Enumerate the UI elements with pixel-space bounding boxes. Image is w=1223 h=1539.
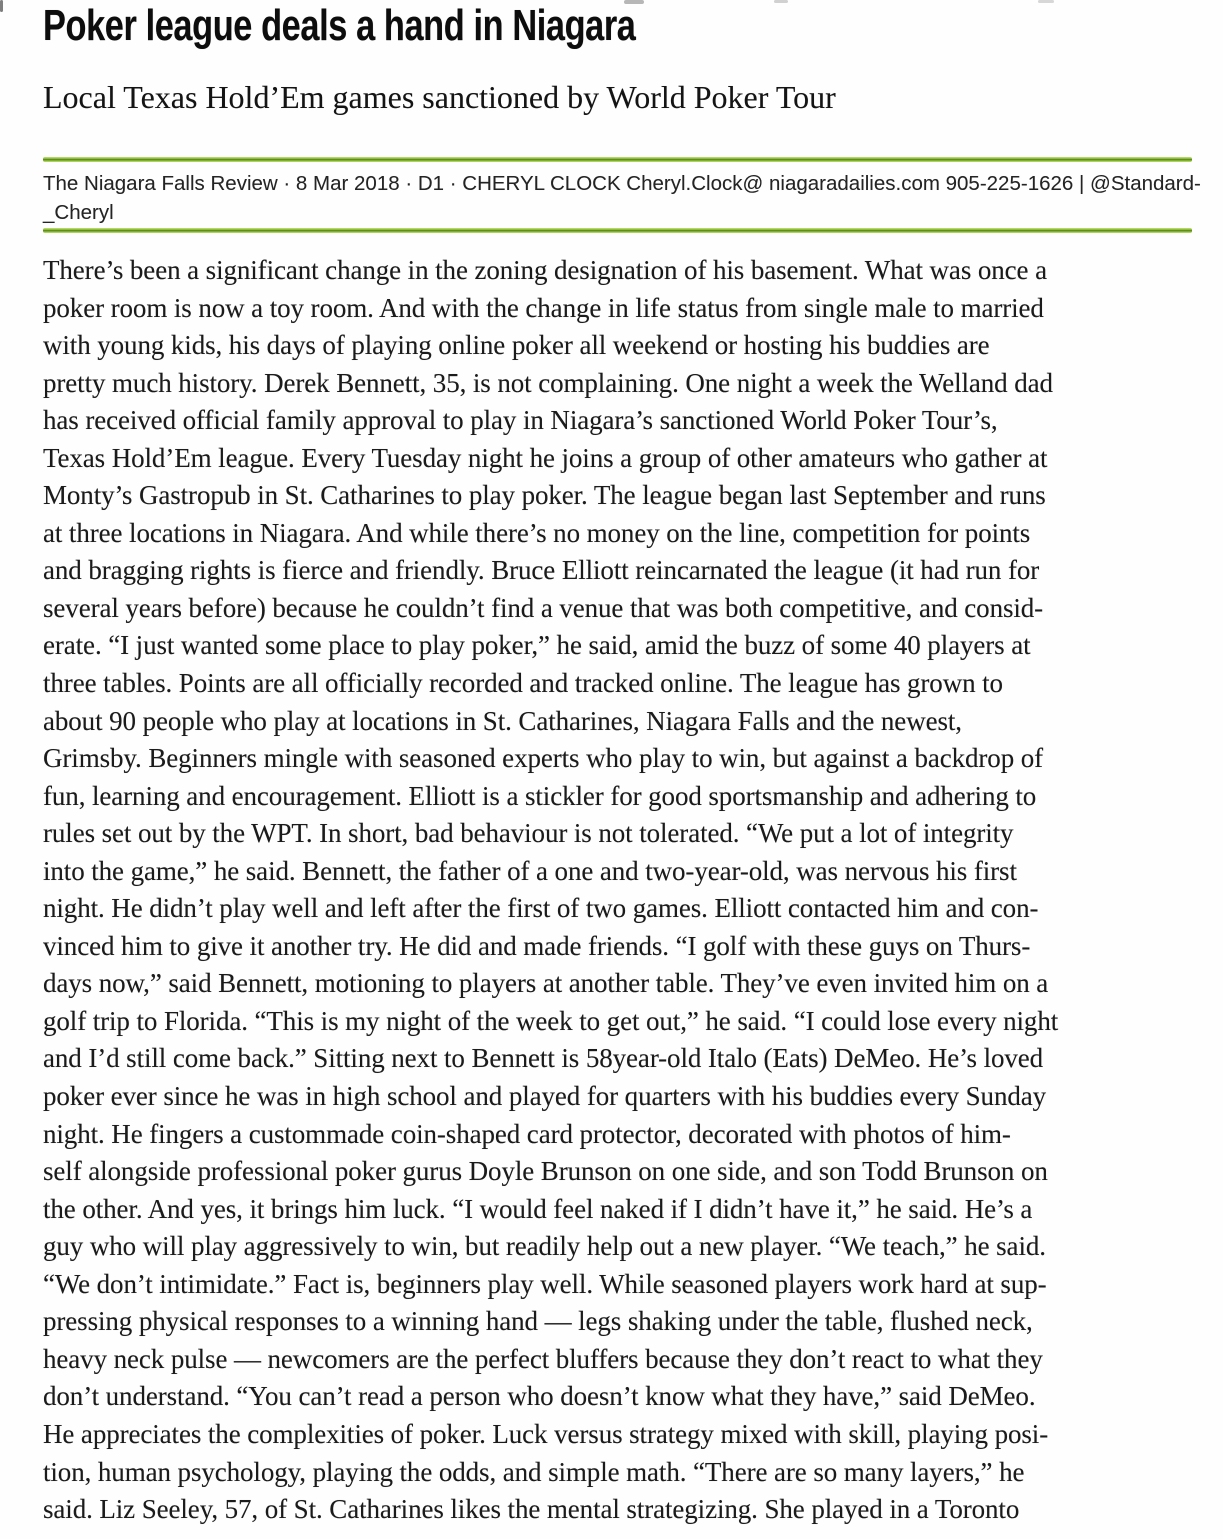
scan-artifact [774,0,788,3]
article-body-line: has received official family approval to play in Niagara’s sanctioned World Poker Tour’s, [43,405,998,436]
article-body-line: poker room is now a toy room. And with the change in life status from single male to married [43,292,1044,323]
article-body-line: said. Liz Seeley, 57, of St. Catharines likes the mental strategizing. She played in a Toronto [43,1494,1020,1525]
article-body-line: don’t understand. “You can’t read a person who doesn’t know what they have,” said DeMeo. [43,1381,1036,1412]
byline-divider-top [43,157,1192,162]
article-body-line: night. He fingers a custommade coin-shaped card protector, decorated with photos of him- [43,1118,1011,1149]
article-body-text [43,252,1203,1529]
article-byline [43,169,1201,227]
article-body-line: and I’d still come back.” Sitting next to Bennett is 58year-old Italo (Eats) DeMeo. He’s loved [43,1043,1044,1074]
article-body-line: There’s been a significant change in the zoning designation of his basement. What was once a [43,255,1047,285]
article-body-line: Monty’s Gastropub in St. Catharines to play poker. The league began last September and runs [43,480,1046,511]
article-body-line: self alongside professional poker gurus Doyle Brunson on one side, and son Todd Brunson on [43,1156,1048,1187]
article-body-line: night. He didn’t play well and left after the first of two games. Elliott contacted him and con- [43,893,1039,924]
article-subheadline: Local Texas Hold’Em games sanctioned by World Poker Tour [43,79,836,115]
article-body-line: golf trip to Florida. “This is my night of the week to get out,” he said. “I could lose every night [43,1005,1059,1036]
article-body-line: with young kids, his days of playing online poker all weekend or hosting his buddies are [43,330,990,361]
article-body-line: poker ever since he was in high school and played for quarters with his buddies every Sunday [43,1081,1047,1112]
article-body-line: days now,” said Bennett, motioning to players at another table. They’ve even invited him on a [43,968,1049,999]
article-body-line: heavy neck pulse — newcomers are the perfect bluffers because they don’t react to what they [43,1343,1043,1374]
byline-line-2: _Cheryl [43,201,114,224]
article-body-line: Grimsby. Beginners mingle with seasoned experts who play to win, but against a backdrop of [43,743,1044,774]
article-body-line: three tables. Points are all officially recorded and tracked online. The league has grown to [43,668,1003,699]
article-body-line: “We don’t intimidate.” Fact is, beginners play well. While seasoned players work hard at sup- [43,1268,1047,1299]
byline-line-1: The Niagara Falls Review · 8 Mar 2018 · D1 · CHERYL CLOCK Cheryl.Clock@ niagaradailies.com 905-225-1626 | @Standard- [43,172,1201,195]
article-body-line: He appreciates the complexities of poker. Luck versus strategy mixed with skill, playing posi- [43,1418,1049,1449]
article-body-line: rules set out by the WPT. In short, bad behaviour is not tolerated. “We put a lot of integrity [43,818,1014,849]
article-body-line: and bragging rights is fierce and friendly. Bruce Elliott reincarnated the league (it had run for [43,555,1040,586]
article-body-line: erate. “I just wanted some place to play poker,” he said, amid the buzz of some 40 players at [43,630,1031,661]
article-body-line: the other. And yes, it brings him luck. “I would feel naked if I didn’t have it,” he said. He’s a [43,1193,1033,1224]
article-body-line: fun, learning and encouragement. Elliott is a stickler for good sportsmanship and adhering to [43,780,1037,811]
article-body-line: several years before) because he couldn’t find a venue that was both competitive, and consid- [43,592,1044,623]
article-body-line: pretty much history. Derek Bennett, 35, is not complaining. One night a week the Welland dad [43,367,1053,398]
article-body-line: about 90 people who play at locations in St. Catharines, Niagara Falls and the newest, [43,705,962,736]
scan-artifact [0,0,3,12]
article-body-line: Texas Hold’Em league. Every Tuesday night he joins a group of other amateurs who gather at [43,442,1048,473]
byline-divider-bottom [43,228,1192,233]
article-body-line: into the game,” he said. Bennett, the father of a one and two-year-old, was nervous his first [43,855,1017,886]
scan-artifact [1038,0,1054,3]
article-body-line: vinced him to give it another try. He did and made friends. “I golf with these guys on Thurs- [43,930,1031,961]
article-body-line: pressing physical responses to a winning hand — legs shaking under the table, flushed neck, [43,1306,1033,1337]
article-body-line: at three locations in Niagara. And while there’s no money on the line, competition for points [43,517,1031,548]
article-body-line: guy who will play aggressively to win, but readily help out a new player. “We teach,” he said. [43,1231,1046,1262]
article-headline: Poker league deals a hand in Niagara [43,1,636,50]
article-body-line: tion, human psychology, playing the odds, and simple math. “There are so many layers,” he [43,1456,1025,1487]
